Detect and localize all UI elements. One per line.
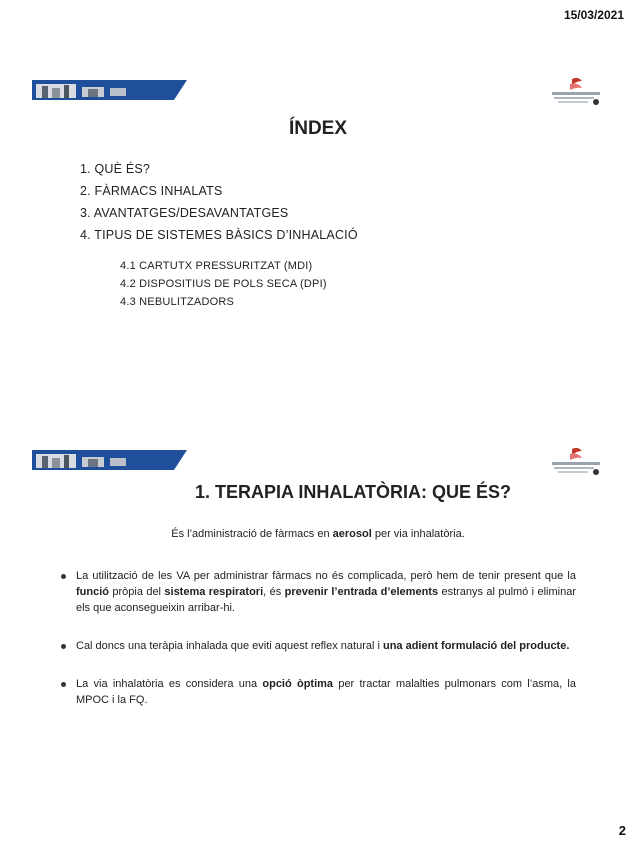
index-subitem: 4.1 CARTUTX PRESSURITZAT (MDI) (120, 260, 313, 272)
index-item: 4. TIPUS DE SISTEMES BÀSICS D’INHALACIÓ (80, 228, 358, 242)
document-date: 15/03/2021 (563, 8, 624, 22)
page-number: 2 (618, 823, 626, 838)
banner-image (32, 78, 187, 102)
index-item: 3. AVANTATGES/DESAVANTATGES (80, 206, 289, 220)
index-item: 1. QUÈ ÉS? (80, 162, 151, 176)
index-sublist (120, 260, 327, 314)
pharmacy-logo-icon (548, 446, 604, 476)
pharmacy-logo-icon (548, 76, 604, 106)
bullet-item: La utilització de les VA per administrar fàrmacs no és complicada, però hem de tenir present que la funció pròpia del sistema respiratori, és prevenir l’entrada d’elements estranys al pulmó i eliminar els que aconsegueixin arribar-hi. (60, 568, 576, 616)
slide-title: ÍNDEX (288, 118, 348, 139)
bullet-item: Cal doncs una teràpia inhalada que eviti aquest reflex natural i una adient formulació del producte. (60, 638, 576, 654)
slide-index (30, 74, 606, 404)
slide-what-is (30, 444, 606, 774)
index-item: 2. FÀRMACS INHALATS (80, 184, 223, 198)
bullet-list (60, 568, 576, 708)
index-subitem: 4.3 NEBULITZADORS (120, 296, 235, 308)
intro-text: És l’administració de fàrmacs en aerosol per via inhalatòria. (171, 528, 465, 540)
slide-title: 1. TERAPIA INHALATÒRIA: QUE ÉS? (194, 482, 511, 502)
banner-image (32, 448, 187, 472)
index-subitem: 4.2 DISPOSITIUS DE POLS SECA (DPI) (120, 278, 327, 290)
index-list (80, 162, 358, 250)
bullet-item: La via inhalatòria es considera una opció òptima per tractar malalties pulmonars com l’asma, la MPOC i la FQ. (60, 676, 576, 708)
